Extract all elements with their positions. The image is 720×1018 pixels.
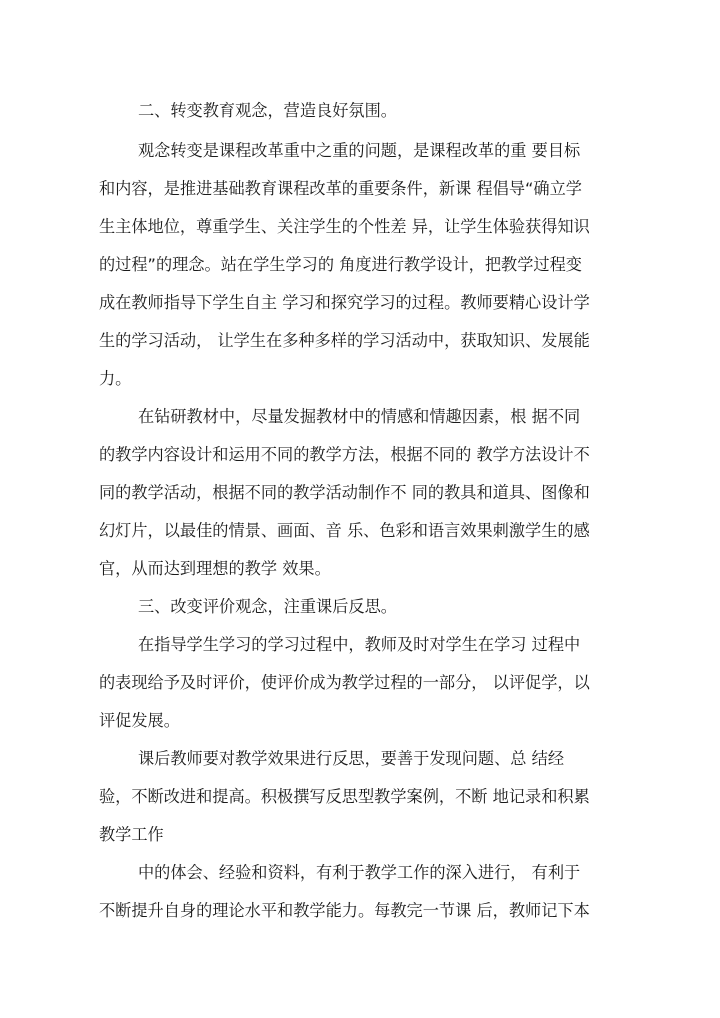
paragraph-line: 同的教学活动，根据不同的教学活动制作不 同的教具和道具、图像和 xyxy=(99,483,590,502)
section-heading-2: 二、转变教育观念，营造良好氛围。 xyxy=(138,101,397,120)
paragraph-line: 不断提升自身的理论水平和教学能力。每教完一节课 后，教师记下本 xyxy=(99,901,590,920)
paragraph-line: 幻灯片，以最佳的情景、画面、音 乐、色彩和语言效果刺激学生的感 xyxy=(99,521,590,540)
paragraph-line: 成在教师指导下学生自主 学习和探究学习的过程。教师要精心设计学 xyxy=(99,293,590,312)
paragraph-line: 在指导学生学习的学习过程中，教师及时对学生在学习 过程中 xyxy=(138,635,581,654)
paragraph-line: 中的体会、经验和资料，有利于教学工作的深入进行， 有利于 xyxy=(138,863,581,882)
paragraph-line: 课后教师要对教学效果进行反思，要善于发现问题、总 结经 xyxy=(138,749,565,768)
paragraph-line: 生主体地位，尊重学生、关注学生的个性差 异，让学生体验获得知识 xyxy=(99,217,590,236)
paragraph-line: 和内容，是推进基础教育课程改革的重要条件，新课 程倡导“确立学 xyxy=(99,179,582,198)
paragraph-line: 的表现给予及时评价，使评价成为教学过程的一部分， 以评促学，以 xyxy=(99,673,590,692)
paragraph-line: 的教学内容设计和运用不同的教学方法，根据不同的 教学方法设计不 xyxy=(99,445,590,464)
paragraph-line: 评促发展。 xyxy=(99,711,180,730)
paragraph-line: 观念转变是课程改革重中之重的问题，是课程改革的重 要目标 xyxy=(138,141,581,160)
paragraph-line: 教学工作 xyxy=(99,825,164,844)
paragraph-line: 生的学习活动， 让学生在多种多样的学习活动中，获取知识、发展能 xyxy=(99,331,590,350)
paragraph-line: 力。 xyxy=(99,369,132,388)
paragraph-line: 官，从而达到理想的教学 效果。 xyxy=(99,559,331,578)
paragraph-line: 在钻研教材中，尽量发掘教材中的情感和情趣因素，根 据不同 xyxy=(138,407,581,426)
section-heading-3: 三、改变评价观念，注重课后反思。 xyxy=(138,597,397,616)
paragraph-line: 验，不断改进和提高。积极撰写反思型教学案例，不断 地记录和积累 xyxy=(99,787,590,806)
paragraph-line: 的过程”的理念。站在学生学习的 角度进行教学设计，把教学过程变 xyxy=(99,255,582,274)
